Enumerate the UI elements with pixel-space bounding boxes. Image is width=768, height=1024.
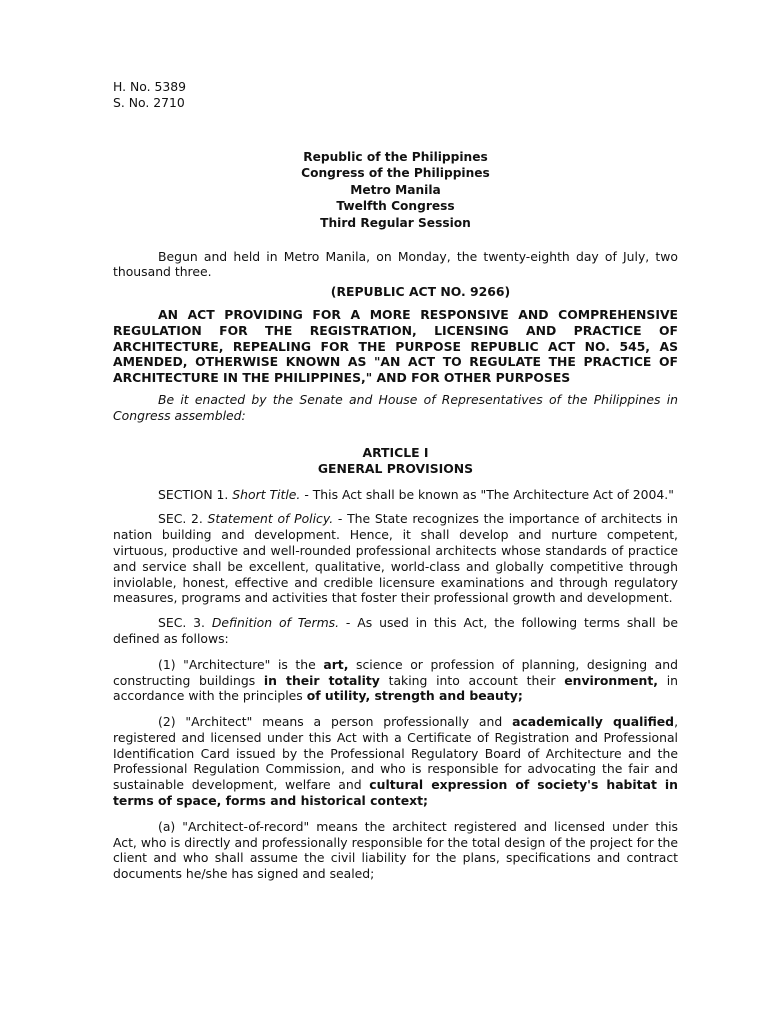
article-heading xyxy=(113,445,678,477)
act-title: AN ACT PROVIDING FOR A MORE RESPONSIVE AND COMPREHENSIVE REGULATION FOR THE REGISTRATION, LICENSING AND PRACTICE OF ARCHITECTURE, REPEALING FOR THE PURPOSE REPUBLIC ACT NO. 545, AS AMENDED, OTHERWISE KNOWN AS "AN ACT TO REGULATE THE PRACTICE OF ARCHITECTURE IN THE PHILIPPINES," AND FOR OTHER PURPOSES xyxy=(113,306,678,386)
section-3-title: Definition of Terms. xyxy=(211,615,340,631)
section-3-label: SEC. 3. xyxy=(158,615,212,631)
begun-paragraph: Begun and held in Metro Manila, on Monday, the twenty-eighth day of July, two thousand three. xyxy=(113,248,678,280)
definition-2-part: (2) "Architect" means a person professionally and xyxy=(158,714,513,730)
article-number: ARTICLE I xyxy=(362,444,429,460)
section-1-label: SECTION 1. xyxy=(158,486,233,502)
section-2-label: SEC. 2. xyxy=(158,511,208,527)
section-3-text: - As used in this Act, the following terms shall be defined as follows: xyxy=(113,615,678,646)
definition-2-bold: cultural expression of society's habitat in terms of space, forms and historical context; xyxy=(113,777,678,809)
definition-architecture xyxy=(113,657,678,704)
enacting-clause: Be it enacted by the Senate and House of Representatives of the Philippines in Congress assembled: xyxy=(113,391,678,423)
heading-location: Metro Manila xyxy=(350,182,441,197)
section-2-text: - The State recognizes the importance of architects in nation building and development. Hence, it shall develop and nurture competent, virtuous, productive and well-rounded professional architects whose standards of practice and service shall be excellent, qualitative, world-class and globally competitive through inviolable, honest, effective and credible licensure examinations and through regulatory measures, programs and activities that foster their professional growth and development. xyxy=(113,511,679,606)
definition-1-part: taking into account their xyxy=(379,672,565,688)
section-1-title: Short Title. xyxy=(232,486,301,502)
section-2-title: Statement of Policy. xyxy=(207,511,334,527)
article-title: GENERAL PROVISIONS xyxy=(317,460,474,476)
house-bill-number: H. No. 5389 xyxy=(113,79,187,94)
definition-architect-of-record: (a) "Architect-of-record" means the architect registered and licensed under this Act, who is directly and professionally responsible for the total design of the project for the client and who shall assume the civil liability for the plans, specifications and contract documents he/she has signed and sealed; xyxy=(113,818,678,882)
section-3 xyxy=(113,615,678,647)
definition-2-bold: academically qualified xyxy=(512,714,675,730)
definition-1-bold: environment, xyxy=(564,672,658,688)
definition-2-part: , registered and licensed under this Act with a Certificate of Registration and Professional Identification Card issued by the Professional Regulatory Board of Architecture and the Professional Regulation Commission, and who is responsible for advocating the fair and sustainable development, welfare and xyxy=(113,714,679,793)
section-2 xyxy=(113,511,678,606)
heading-congress-number: Twelfth Congress xyxy=(336,199,455,214)
definition-1-part: in accordance with the principles xyxy=(113,672,678,704)
bill-references xyxy=(113,79,678,111)
document-heading xyxy=(113,149,678,232)
definition-1-part: (1) "Architecture" is the xyxy=(158,656,324,672)
definition-architect xyxy=(113,714,678,809)
senate-bill-number: S. No. 2710 xyxy=(113,94,185,110)
definition-1-bold: of utility, strength and beauty; xyxy=(306,688,523,704)
definition-1-part: science or profession of planning, designing and constructing buildings xyxy=(113,656,678,688)
section-1-text: - This Act shall be known as "The Architecture Act of 2004." xyxy=(300,486,674,502)
republic-act-number: (REPUBLIC ACT NO. 9266) xyxy=(330,284,511,300)
heading-republic: Republic of the Philippines xyxy=(303,149,488,164)
definition-1-bold: art, xyxy=(323,656,349,672)
heading-session: Third Regular Session xyxy=(320,215,471,230)
section-1 xyxy=(113,487,678,503)
definition-1-bold: in their totality xyxy=(263,672,380,688)
heading-congress: Congress of the Philippines xyxy=(301,166,490,181)
